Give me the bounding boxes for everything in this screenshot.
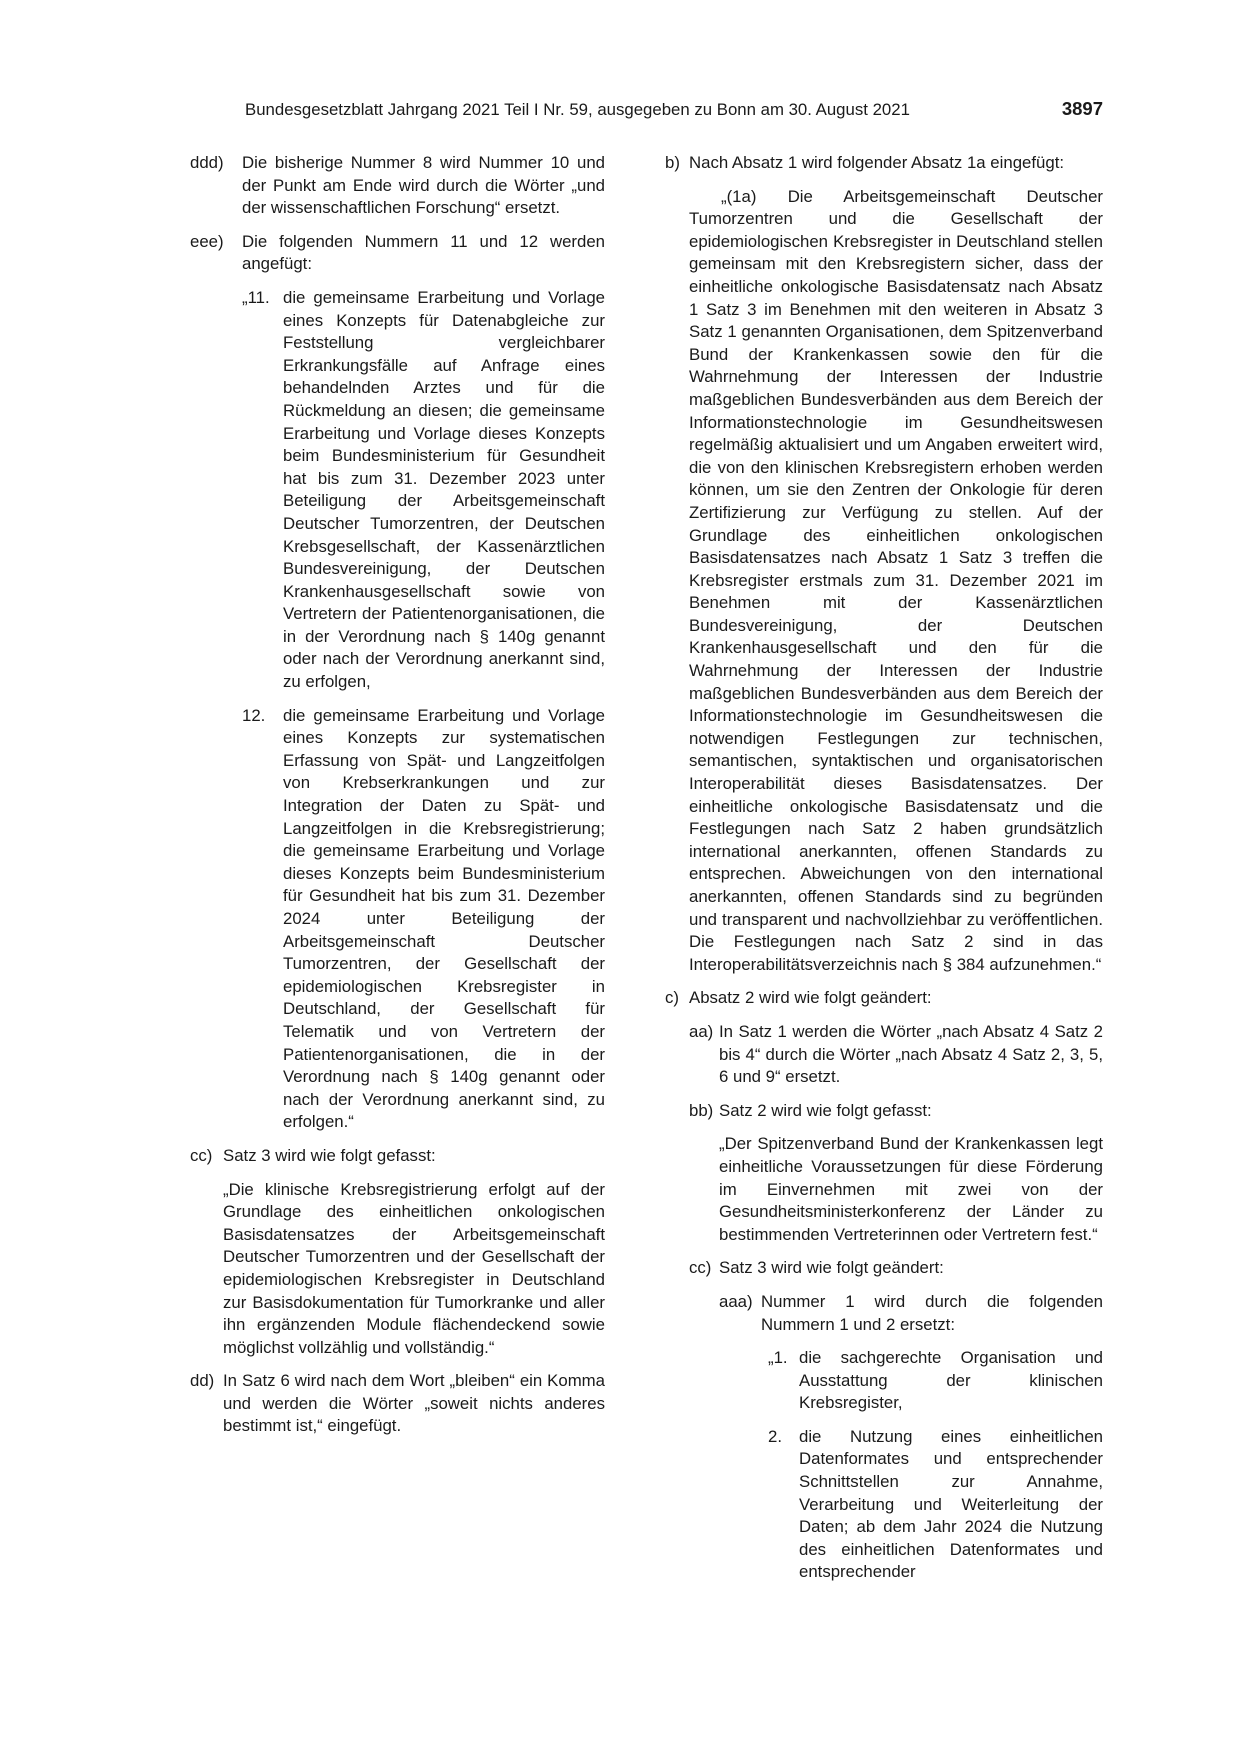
- item-text: Satz 3 wird wie folgt geändert:: [719, 1258, 944, 1278]
- quoted-paragraph: „Die klinische Krebsregistrierung erfolgt auf der Grundlage des einheitlichen onkologischen Basisdatensatzes der Arbeitsgemeinschaft Deutscher Tumorzentren und der Gesellschaft der epidemiologischen Krebsregister in Deutschland zur Basisdokumentation für Tumorkranke und aller ihn ergänzenden Module flächendeckend sowie möglichst vollzählig und vollständig.“: [223, 1179, 605, 1357]
- item-text: Nach Absatz 1 wird folgender Absatz 1a eingefügt:: [689, 153, 1065, 172]
- right-column: [665, 152, 1103, 1584]
- page-header: [245, 100, 1103, 126]
- item-label: cc): [190, 1145, 213, 1165]
- item-label: c): [665, 988, 679, 1008]
- list-item-1: [768, 1347, 1103, 1415]
- item-text: die gemeinsame Erarbeitung und Vorlage eines Konzepts für Datenabgleiche zur Feststellung vergleichbarer Erkrankungsfälle auf Anfrage eines behandelnden Arztes und für die Rückmeldung an diesen; die gemeinsame Erarbeitung und Vorlage dieses Konzepts beim Bundesministerium für Gesundheit hat bis zum 31. Dezember 2023 unter Beteiligung der Arbeitsgemeinschaft Deutscher Tumorzentren, der Deutschen Krebsgesellschaft, der Kassenärztlichen Bundesvereinigung, der Deutschen Krankenhausgesellschaft sowie von Vertretern der Patientenorganisationen, die in der Verordnung nach § 140g genannt oder nach der Verordnung anerkannt sind, zu erfolgen,: [283, 287, 605, 692]
- list-item-aa: [689, 1021, 1103, 1089]
- item-text: In Satz 1 werden die Wörter „nach Absatz 4 Satz 2 bis 4“ durch die Wörter „nach Absatz 4 Satz 2, 3, 5, 6 und 9“ ersetzt.: [719, 1021, 1103, 1087]
- item-label: aa): [689, 1021, 714, 1041]
- item-text: Die bisherige Nummer 8 wird Nummer 10 und der Punkt am Ende wird durch die Wörter „und der wissenschaftlichen Forschung“ ersetzt.: [242, 153, 605, 218]
- list-item-12: [242, 705, 605, 1134]
- item-text: In Satz 6 wird nach dem Wort „bleiben“ ein Komma und werden die Wörter „soweit nichts anderes bestimmt ist,“ eingefügt.: [223, 1371, 605, 1436]
- item-label: bb): [689, 1100, 714, 1120]
- item-label: ddd): [190, 153, 224, 172]
- item-text: die Nutzung eines einheitlichen Datenformates und entsprechender Schnittstellen zur Annahme, Verarbeitung und Weiterleitung der Daten; ab dem Jahr 2024 die Nutzung des einheitlichen Datenformates und entsprechender: [799, 1426, 1103, 1582]
- list-item-2: [768, 1426, 1103, 1584]
- item-label: aaa): [719, 1291, 753, 1311]
- list-item-bb: [689, 1100, 1103, 1123]
- list-item-aaa: [719, 1291, 1103, 1336]
- list-item-11: [242, 287, 605, 694]
- list-item-cc: [190, 1145, 605, 1168]
- item-label: eee): [190, 231, 224, 251]
- item-text: die sachgerechte Organisation und Ausstattung der klinischen Krebsregister,: [799, 1348, 1103, 1413]
- item-text: Nummer 1 wird durch die folgenden Nummern 1 und 2 ersetzt:: [761, 1291, 1103, 1334]
- item-label: cc): [689, 1258, 712, 1278]
- item-text: Satz 3 wird wie folgt gefasst:: [223, 1145, 436, 1165]
- item-text: Satz 2 wird wie folgt gefasst:: [719, 1100, 932, 1120]
- item-text: die gemeinsame Erarbeitung und Vorlage eines Konzepts zur systematischen Erfassung von Spät- und Langzeitfolgen von Krebserkrankungen und zur Integration der Daten zu Spät- und Langzeitfolgen in die Krebsregistrierung; die gemeinsame Erarbeitung und Vorlage dieses Konzepts beim Bundesministerium für Gesundheit hat bis zum 31. Dezember 2024 unter Beteiligung der Arbeitsgemeinschaft Deutscher Tumorzentren, der Gesellschaft der epidemiologischen Krebsregister in Deutschland, der Gesellschaft für Telematik und von Vertretern der Patientenorganisationen, die in der Verordnung nach § 140g genannt oder nach der Verordnung anerkannt sind, zu erfolgen.“: [283, 705, 605, 1132]
- item-label: 12.: [242, 705, 266, 725]
- item-text: Absatz 2 wird wie folgt geändert:: [689, 988, 932, 1008]
- quoted-paragraph: „(1a) Die Arbeitsgemeinschaft Deutscher Tumorzentren und die Gesellschaft der epidemiologischen Krebsregister in Deutschland stellen gemeinsam mit den Krebsregistern sicher, dass der einheitliche onkologische Basisdatensatz nach Absatz 1 Satz 3 im Benehmen mit den weiteren in Absatz 3 Satz 1 genannten Organisationen, dem Spitzenverband Bund der Krankenkassen sowie den für die Wahrnehmung der Interessen der Industrie maßgeblichen Bundesverbänden aus dem Bereich der Informationstechnologie im Gesundheitswesen regelmäßig aktualisiert und um Angaben erweitert wird, die von den klinischen Krebsregistern erhoben werden können, um sie den Zentren der Onkologie für deren Zertifizierung zur Verfügung zu stellen. Auf der Grundlage des einheitlichen onkologischen Basisdatensatzes nach Absatz 1 Satz 3 treffen die Krebsregister erstmals zum 31. Dezember 2021 im Benehmen mit der Kassenärztlichen Bundesvereinigung, der Deutschen Krankenhausgesellschaft und den für die Wahrnehmung der Interessen der Industrie maßgeblichen Bundesverbänden aus dem Bereich der Informationstechnologie im Gesundheitswesen die notwendigen Festlegungen zur technischen, semantischen, syntaktischen und organisatorischen Interoperabilität dieses Basisdatensatzes. Der einheitliche onkologische Basisdatensatz und die Festlegungen nach Satz 2 haben grundsätzlich international anerkannten, offenen Standards zu entsprechen. Abweichungen von den international anerkannten, offenen Standards sind zu begründen und transparent und nachvollziehbar zu veröffentlichen. Die Festlegungen nach Satz 2 sind in das Interoperabilitätsverzeichnis nach § 384 aufzunehmen.“: [689, 186, 1103, 974]
- item-label: „1.: [768, 1348, 788, 1368]
- list-item-dd: [190, 1370, 605, 1438]
- list-item-b: [665, 152, 1103, 175]
- item-label: dd): [190, 1371, 215, 1391]
- page-number: 3897: [1061, 98, 1103, 119]
- list-item-cc: [689, 1257, 1103, 1280]
- item-text: Die folgenden Nummern 11 und 12 werden angefügt:: [242, 231, 605, 274]
- item-label: b): [665, 153, 680, 172]
- quoted-paragraph: „Der Spitzenverband Bund der Krankenkassen legt einheitliche Voraussetzungen für diese Förderung im Einvernehmen mit zwei von der Gesundheitsministerkonferenz der Länder zu bestimmenden Vertreterinnen oder Vertretern fest.“: [719, 1134, 1103, 1244]
- left-column: [190, 152, 605, 1438]
- list-item-eee: [190, 231, 605, 276]
- list-item-ddd: [190, 152, 605, 220]
- item-label: 2.: [768, 1426, 782, 1446]
- list-item-c: [665, 987, 1103, 1010]
- header-title: Bundesgesetzblatt Jahrgang 2021 Teil I Nr. 59, ausgegeben zu Bonn am 30. August 2021: [245, 100, 910, 119]
- item-label: „11.: [242, 287, 270, 307]
